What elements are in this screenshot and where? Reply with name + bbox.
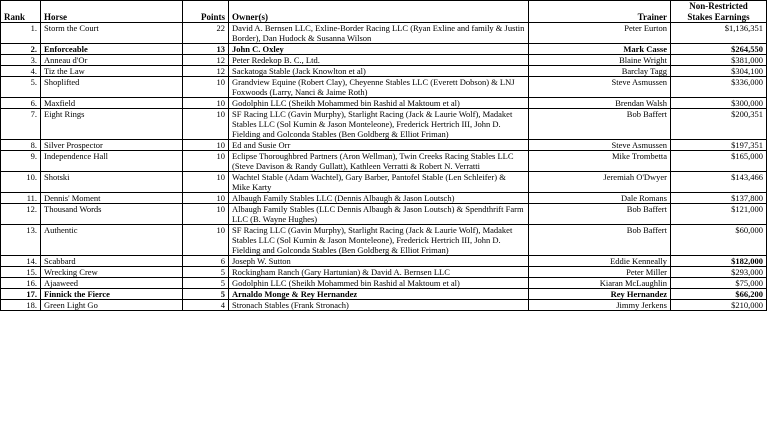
- cell-owners: Stronach Stables (Frank Stronach): [229, 300, 529, 311]
- cell-earnings: $304,100: [671, 66, 767, 77]
- table-row: [1, 172, 767, 193]
- cell-points: 12: [183, 55, 229, 66]
- cell-points: 4: [183, 300, 229, 311]
- cell-trainer: Bob Baffert: [529, 225, 671, 256]
- cell-points: 12: [183, 66, 229, 77]
- cell-points: 10: [183, 109, 229, 140]
- cell-points: 10: [183, 193, 229, 204]
- cell-trainer: Jeremiah O'Dwyer: [529, 172, 671, 193]
- table-row: [1, 204, 767, 225]
- cell-trainer: Mark Casse: [529, 44, 671, 55]
- cell-points: 10: [183, 225, 229, 256]
- cell-points: 22: [183, 23, 229, 44]
- table-row: [1, 44, 767, 55]
- cell-rank: 2.: [1, 44, 41, 55]
- table-row: [1, 151, 767, 172]
- table-row: [1, 140, 767, 151]
- cell-trainer: Steve Asmussen: [529, 77, 671, 98]
- cell-earnings: $137,800: [671, 193, 767, 204]
- cell-earnings: $1,136,351: [671, 23, 767, 44]
- cell-trainer: Steve Asmussen: [529, 140, 671, 151]
- cell-trainer: Blaine Wright: [529, 55, 671, 66]
- cell-rank: 7.: [1, 109, 41, 140]
- table-row: [1, 23, 767, 44]
- table-row: [1, 267, 767, 278]
- cell-owners: SF Racing LLC (Gavin Murphy), Starlight Racing (Jack & Laurie Wolf), Madaket Stables LLC (Sol Kumin & Jason Monteleone), Frederick Hertrich III, John D. Fielding and Golconda Stables (Ben Goldberg & Elliot Friman): [229, 225, 529, 256]
- cell-trainer: Jimmy Jerkens: [529, 300, 671, 311]
- cell-owners: John C. Oxley: [229, 44, 529, 55]
- cell-trainer: Kiaran McLaughlin: [529, 278, 671, 289]
- cell-owners: Joseph W. Sutton: [229, 256, 529, 267]
- table-row: [1, 66, 767, 77]
- table-row: [1, 109, 767, 140]
- cell-horse: Tiz the Law: [41, 66, 183, 77]
- cell-horse: Enforceable: [41, 44, 183, 55]
- cell-trainer: Mike Trombetta: [529, 151, 671, 172]
- cell-trainer: Eddie Kenneally: [529, 256, 671, 267]
- cell-horse: Storm the Court: [41, 23, 183, 44]
- header-rank: Rank: [1, 1, 41, 23]
- cell-horse: Dennis' Moment: [41, 193, 183, 204]
- cell-earnings: $143,466: [671, 172, 767, 193]
- cell-trainer: Brendan Walsh: [529, 98, 671, 109]
- cell-trainer: Peter Miller: [529, 267, 671, 278]
- cell-earnings: $336,000: [671, 77, 767, 98]
- header-earnings-line2: Stakes Earnings: [687, 11, 750, 22]
- cell-earnings: $60,000: [671, 225, 767, 256]
- cell-horse: Anneau d'Or: [41, 55, 183, 66]
- cell-earnings: $264,550: [671, 44, 767, 55]
- cell-horse: Wrecking Crew: [41, 267, 183, 278]
- header-earnings: [671, 1, 767, 23]
- cell-owners: Arnaldo Monge & Rey Hernandez: [229, 289, 529, 300]
- cell-points: 10: [183, 151, 229, 172]
- cell-points: 10: [183, 172, 229, 193]
- cell-horse: Finnick the Fierce: [41, 289, 183, 300]
- cell-points: 10: [183, 77, 229, 98]
- cell-owners: Godolphin LLC (Sheikh Mohammed bin Rashid al Maktoum et al): [229, 278, 529, 289]
- cell-points: 10: [183, 204, 229, 225]
- table-row: [1, 225, 767, 256]
- cell-horse: Thousand Words: [41, 204, 183, 225]
- cell-rank: 11.: [1, 193, 41, 204]
- cell-owners: Sackatoga Stable (Jack Knowlton et al): [229, 66, 529, 77]
- cell-rank: 10.: [1, 172, 41, 193]
- cell-owners: David A. Bernsen LLC, Exline-Border Racing LLC (Ryan Exline and family & Justin Border), Dan Hudock & Susanna Wilson: [229, 23, 529, 44]
- table-row: [1, 77, 767, 98]
- cell-horse: Shotski: [41, 172, 183, 193]
- cell-points: 13: [183, 44, 229, 55]
- cell-earnings: $210,000: [671, 300, 767, 311]
- cell-owners: Wachtel Stable (Adam Wachtel), Gary Barber, Pantofel Stable (Len Schleifer) & Mike Karty: [229, 172, 529, 193]
- table-row: [1, 278, 767, 289]
- cell-trainer: Rey Hernandez: [529, 289, 671, 300]
- cell-horse: Silver Prospector: [41, 140, 183, 151]
- cell-points: 10: [183, 98, 229, 109]
- cell-rank: 16.: [1, 278, 41, 289]
- table-row: [1, 55, 767, 66]
- cell-earnings: $381,000: [671, 55, 767, 66]
- cell-owners: Ed and Susie Orr: [229, 140, 529, 151]
- cell-earnings: $293,000: [671, 267, 767, 278]
- cell-rank: 12.: [1, 204, 41, 225]
- cell-rank: 1.: [1, 23, 41, 44]
- cell-owners: SF Racing LLC (Gavin Murphy), Starlight Racing (Jack & Laurie Wolf), Madaket Stables LLC (Sol Kumin & Jason Monteleone), Frederick Hertrich III, John D. Fielding and Golconda Stables (Ben Goldberg & Elliot Friman): [229, 109, 529, 140]
- cell-trainer: Dale Romans: [529, 193, 671, 204]
- cell-trainer: Barclay Tagg: [529, 66, 671, 77]
- cell-trainer: Bob Baffert: [529, 109, 671, 140]
- cell-earnings: $197,351: [671, 140, 767, 151]
- header-points: Points: [183, 1, 229, 23]
- cell-earnings: $121,000: [671, 204, 767, 225]
- cell-trainer: Bob Baffert: [529, 204, 671, 225]
- cell-horse: Ajaaweed: [41, 278, 183, 289]
- header-row: [1, 1, 767, 23]
- header-earnings-line1: Non-Restricted: [689, 1, 748, 11]
- cell-horse: Authentic: [41, 225, 183, 256]
- cell-rank: 13.: [1, 225, 41, 256]
- cell-points: 6: [183, 256, 229, 267]
- cell-owners: Albaugh Family Stables LLC (Dennis Albaugh & Jason Loutsch): [229, 193, 529, 204]
- cell-points: 5: [183, 267, 229, 278]
- table-row: [1, 193, 767, 204]
- table-body: [1, 23, 767, 311]
- cell-earnings: $300,000: [671, 98, 767, 109]
- cell-owners: Eclipse Thoroughbred Partners (Aron Wellman), Twin Creeks Racing Stables LLC (Steve Davison & Randy Gullatt), Kathleen Verratti & Robert N. Verratti: [229, 151, 529, 172]
- cell-rank: 18.: [1, 300, 41, 311]
- cell-owners: Grandview Equine (Robert Clay), Cheyenne Stables LLC (Everett Dobson) & LNJ Foxwoods (Larry, Nanci & Jaime Roth): [229, 77, 529, 98]
- cell-rank: 5.: [1, 77, 41, 98]
- cell-rank: 3.: [1, 55, 41, 66]
- cell-horse: Independence Hall: [41, 151, 183, 172]
- cell-rank: 17.: [1, 289, 41, 300]
- cell-points: 5: [183, 289, 229, 300]
- header-trainer: Trainer: [529, 1, 671, 23]
- cell-rank: 6.: [1, 98, 41, 109]
- cell-earnings: $165,000: [671, 151, 767, 172]
- table-row: [1, 256, 767, 267]
- table-row: [1, 98, 767, 109]
- cell-points: 5: [183, 278, 229, 289]
- cell-rank: 15.: [1, 267, 41, 278]
- cell-rank: 9.: [1, 151, 41, 172]
- table-row: [1, 289, 767, 300]
- cell-rank: 14.: [1, 256, 41, 267]
- table-row: [1, 300, 767, 311]
- cell-horse: Maxfield: [41, 98, 183, 109]
- cell-horse: Eight Rings: [41, 109, 183, 140]
- header-horse: Horse: [41, 1, 183, 23]
- cell-earnings: $66,200: [671, 289, 767, 300]
- cell-owners: Albaugh Family Stables (LLC Dennis Albaugh & Jason Loutsch) & Spendthrift Farm LLC (B. Wayne Hughes): [229, 204, 529, 225]
- cell-owners: Peter Redekop B. C., Ltd.: [229, 55, 529, 66]
- cell-rank: 8.: [1, 140, 41, 151]
- cell-points: 10: [183, 140, 229, 151]
- cell-earnings: $200,351: [671, 109, 767, 140]
- cell-rank: 4.: [1, 66, 41, 77]
- cell-horse: Green Light Go: [41, 300, 183, 311]
- cell-owners: Rockingham Ranch (Gary Hartunian) & David A. Bernsen LLC: [229, 267, 529, 278]
- header-owners: Owner(s): [229, 1, 529, 23]
- cell-earnings: $182,000: [671, 256, 767, 267]
- cell-earnings: $75,000: [671, 278, 767, 289]
- cell-owners: Godolphin LLC (Sheikh Mohammed bin Rashid al Maktoum et al): [229, 98, 529, 109]
- cell-trainer: Peter Eurton: [529, 23, 671, 44]
- cell-horse: Scabbard: [41, 256, 183, 267]
- cell-horse: Shoplifted: [41, 77, 183, 98]
